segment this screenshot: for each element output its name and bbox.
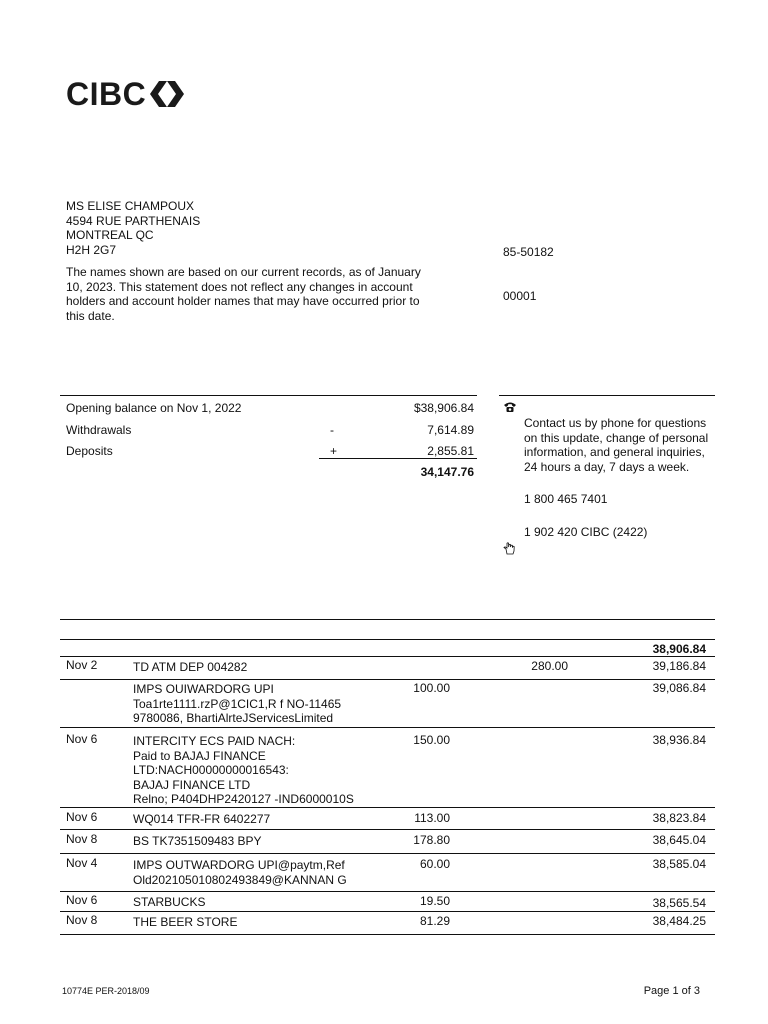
transaction-description-line: LTD:NACH00000000016543: — [133, 763, 289, 777]
transaction-date: Nov 2 — [66, 658, 98, 672]
transaction-description-line: Paid to BAJAJ FINANCE — [133, 748, 266, 763]
withdrawals-label: Withdrawals — [66, 423, 132, 437]
transaction-date: Nov 6 — [66, 810, 98, 824]
transaction-description — [133, 834, 413, 849]
transaction-description — [133, 812, 413, 827]
transaction-description-line: Relno; P404DHP2420127 -IND6000010S — [133, 792, 354, 806]
closing-balance-amount: 34,147.76 — [420, 465, 474, 479]
opening-balance-label: Opening balance on Nov 1, 2022 — [66, 401, 242, 415]
transaction-deposit: 280.00 — [531, 659, 568, 673]
contact-info-text: Contact us by phone for questions on this update, change of personal information, and general inquiries, 24 hours a day, 7 days a week. — [524, 416, 709, 474]
cibc-chevron-logo-icon — [150, 81, 184, 107]
transaction-description-line: THE BEER STORE — [133, 915, 238, 929]
transaction-date: Nov 6 — [66, 893, 98, 907]
summary-withdrawals-row — [66, 423, 474, 439]
transaction-description-line: BAJAJ FINANCE LTD — [133, 777, 251, 792]
row-divider — [60, 829, 715, 830]
telephone-icon — [503, 401, 517, 413]
summary-closing-row — [66, 465, 474, 481]
withdrawals-sign: - — [330, 423, 334, 437]
transaction-description — [133, 660, 413, 675]
transaction-balance: 38,484.25 — [652, 914, 706, 928]
summary-total-divider — [319, 458, 477, 459]
bank-logo-text: CIBC — [66, 76, 147, 112]
transaction-description — [133, 895, 413, 910]
transaction-description-line: IMPS OUTWARDORG UPI@paytm,Ref — [133, 858, 345, 872]
transaction-description-line: TD ATM DEP 004282 — [133, 660, 248, 674]
table-header-divider — [60, 656, 715, 657]
transaction-description-line: Toa1rte1111.rzP@1CIC1,R f NO-11465 — [133, 696, 342, 711]
summary-opening-row — [66, 401, 474, 417]
names-notice: The names shown are based on our current records, as of January 10, 2023. This statement does not reflect any changes in account holders and account holder names that may have occurred prior to this date. — [66, 265, 421, 323]
row-divider — [60, 911, 715, 912]
section-divider — [60, 619, 715, 620]
transaction-description — [133, 858, 413, 887]
reference-number-2: 00001 — [503, 289, 537, 303]
transaction-description — [133, 682, 413, 726]
deposits-label: Deposits — [66, 444, 113, 458]
hand-icon — [503, 542, 517, 555]
transaction-balance: 38,823.84 — [652, 811, 706, 825]
row-divider — [60, 807, 715, 808]
transaction-description-line: Old202105010802493849@KANNAN G — [133, 872, 347, 887]
transaction-withdrawal: 113.00 — [414, 811, 450, 825]
transaction-description-line: INTERCITY ECS PAID NACH: — [133, 734, 296, 748]
summary-top-divider — [60, 395, 477, 396]
transaction-withdrawal: 19.50 — [419, 894, 450, 908]
transaction-date: Nov 8 — [66, 832, 98, 846]
row-divider — [60, 853, 715, 854]
bank-logo — [66, 78, 184, 110]
opening-balance-amount: $38,906.84 — [413, 401, 474, 415]
contact-phone-primary[interactable]: 1 800 465 7401 — [524, 492, 608, 506]
form-code: 10774E PER-2018/09 — [62, 986, 150, 996]
withdrawals-amount: 7,614.89 — [427, 423, 474, 437]
address-line: H2H 2G7 — [66, 242, 117, 257]
contact-top-divider — [499, 395, 715, 396]
customer-address — [66, 199, 200, 257]
transaction-date: Nov 4 — [66, 856, 98, 870]
transaction-balance: 38,565.54 — [652, 896, 706, 910]
transaction-withdrawal: 150.00 — [413, 733, 450, 747]
transaction-date: Nov 8 — [66, 913, 98, 927]
deposits-sign: + — [330, 444, 338, 458]
address-line: MONTREAL QC — [66, 228, 154, 242]
table-opening-balance: 38,906.84 — [652, 642, 706, 656]
transaction-withdrawal: 100.00 — [413, 681, 450, 695]
transaction-balance: 38,645.04 — [652, 833, 706, 847]
transaction-description — [133, 734, 413, 807]
transaction-description — [133, 915, 413, 930]
transaction-balance: 39,186.84 — [652, 659, 706, 673]
row-divider — [60, 727, 715, 728]
deposits-amount: 2,855.81 — [427, 444, 474, 458]
row-divider — [60, 934, 715, 935]
row-divider — [60, 679, 715, 680]
transaction-description-line: IMPS OUIWARDORG UPI — [133, 682, 274, 696]
transaction-balance: 39,086.84 — [652, 681, 706, 695]
row-divider — [60, 891, 715, 892]
address-line: MS ELISE CHAMPOUX — [66, 199, 195, 213]
page-number: Page 1 of 3 — [643, 985, 700, 997]
reference-number-1: 85-50182 — [503, 245, 554, 259]
transaction-balance: 38,936.84 — [652, 733, 706, 747]
transaction-description-line: BS TK7351509483 BPY — [133, 834, 262, 848]
transaction-description-line: WQ014 TFR-FR 6402277 — [133, 812, 271, 826]
transaction-description-line: 9780086, BhartiAlrteJServicesLimited — [133, 711, 334, 725]
contact-phone-secondary[interactable]: 1 902 420 CIBC (2422) — [524, 525, 648, 539]
transaction-description-line: STARBUCKS — [133, 895, 206, 909]
transaction-date: Nov 6 — [66, 732, 98, 746]
table-top-border — [60, 639, 715, 640]
transaction-withdrawal: 178.80 — [413, 833, 450, 847]
address-line: 4594 RUE PARTHENAIS — [66, 213, 201, 228]
transaction-withdrawal: 81.29 — [419, 914, 450, 928]
transaction-withdrawal: 60.00 — [419, 857, 450, 871]
transaction-balance: 38,585.04 — [652, 857, 706, 871]
